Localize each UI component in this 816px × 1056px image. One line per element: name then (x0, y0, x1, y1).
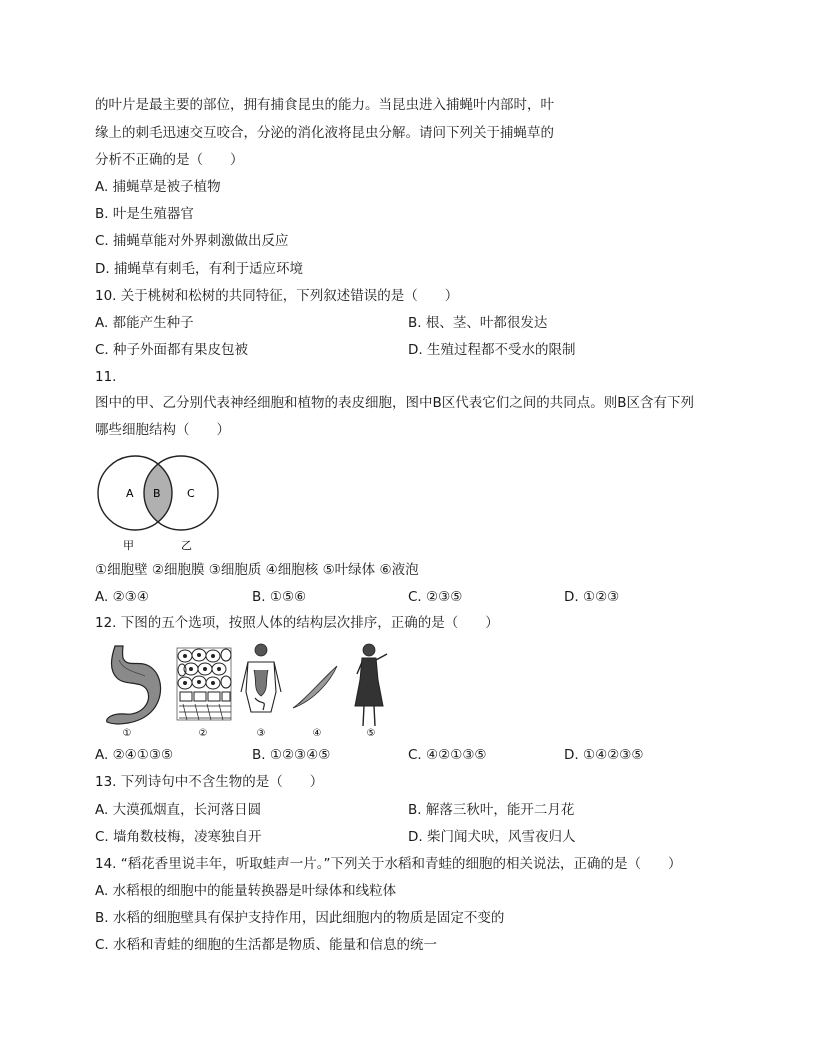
q13-option-b: B. 解落三秋叶，能开二月花 (408, 802, 575, 818)
q12-option-b: B. ①②③④⑤ (252, 747, 331, 763)
figure-label-3: ③ (256, 728, 266, 739)
q9-line-2: 缘上的刺毛迅速交互咬合，分泌的消化液将昆虫分解。请问下列关于捕蝇草的 (95, 125, 554, 141)
q11-number: 11. (95, 369, 117, 385)
q14-option-a: A. 水稻根的细胞中的能量转换器是叶绿体和线粒体 (95, 883, 397, 899)
q14-option-b: B. 水稻的细胞壁具有保护支持作用，因此细胞内的物质是固定不变的 (95, 910, 505, 926)
q14-option-c: C. 水稻和青蛙的细胞的生活都是物质、能量和信息的统一 (95, 937, 438, 953)
q9-option-a: A. 捕蝇草是被子植物 (95, 179, 221, 195)
figure-label-2: ② (198, 728, 208, 739)
q11-items: ①细胞壁 ②细胞膜 ③细胞质 ④细胞核 ⑤叶绿体 ⑥液泡 (95, 562, 419, 578)
q9-line-3: 分析不正确的是（ ） (95, 152, 244, 168)
q10-option-c: C. 种子外面都有果皮包被 (95, 342, 249, 358)
venn-caption-right: 乙 (181, 539, 192, 552)
q11-option-c: C. ②③⑤ (408, 589, 463, 605)
organ-system-illustration (241, 644, 281, 712)
q11-stem-line-2: 哪些细胞结构（ ） (95, 422, 230, 438)
q10-option-d: D. 生殖过程都不受水的限制 (408, 342, 576, 358)
q14-stem: 14. “稻花香里说丰年，听取蛙声一片。”下列关于水稻和青蛙的细胞的相关说法，正确的是（ ） (95, 856, 682, 872)
q9-option-d: D. 捕蝇草有刺毛，有利于适应环境 (95, 261, 303, 277)
venn-label-b: B (153, 487, 161, 500)
body-structure-figure (95, 640, 390, 740)
figure-label-4: ④ (312, 728, 322, 739)
q12-option-a: A. ②④①③⑤ (95, 747, 174, 763)
q13-option-d: D. 柴门闻犬吠，风雪夜归人 (408, 829, 576, 845)
q12-stem: 12. 下图的五个选项，按照人体的结构层次排序，正确的是（ ） (95, 615, 499, 631)
q10-stem: 10. 关于桃树和松树的共同特征，下列叙述错误的是（ ） (95, 288, 459, 304)
figure-label-1: ① (122, 728, 132, 739)
human-body-illustration (355, 644, 387, 726)
q11-option-b: B. ①⑤⑥ (252, 589, 307, 605)
q9-option-c: C. 捕蝇草能对外界刺激做出反应 (95, 233, 289, 249)
q9-option-b: B. 叶是生殖器官 (95, 206, 194, 222)
venn-label-c: C (187, 487, 195, 500)
q11-stem-line-1: 图中的甲、乙分别代表神经细胞和植物的表皮细胞，图中B区代表它们之间的共同点。则B区含有下列 (95, 395, 695, 411)
cell-illustration (293, 666, 337, 708)
q10-option-b: B. 根、茎、叶都很发达 (408, 315, 548, 331)
q11-option-a: A. ②③④ (95, 589, 149, 605)
q13-option-a: A. 大漠孤烟直，长河落日圆 (95, 802, 262, 818)
venn-label-a: A (126, 487, 134, 500)
tissue-illustration (177, 648, 231, 720)
q12-option-c: C. ④②①③⑤ (408, 747, 487, 763)
q12-option-d: D. ①④②③⑤ (564, 747, 644, 763)
q11-option-d: D. ①②③ (564, 589, 620, 605)
venn-diagram (95, 445, 225, 555)
q13-option-c: C. 墙角数枝梅，凌寒独自开 (95, 829, 262, 845)
figure-label-5: ⑤ (366, 728, 376, 739)
q10-option-a: A. 都能产生种子 (95, 315, 194, 331)
stomach-illustration (107, 646, 161, 724)
venn-caption-left: 甲 (123, 539, 134, 552)
q9-line-1: 的叶片是最主要的部位，拥有捕食昆虫的能力。当昆虫进入捕蝇叶内部时，叶 (95, 97, 554, 113)
q13-stem: 13. 下列诗句中不含生物的是（ ） (95, 774, 324, 790)
